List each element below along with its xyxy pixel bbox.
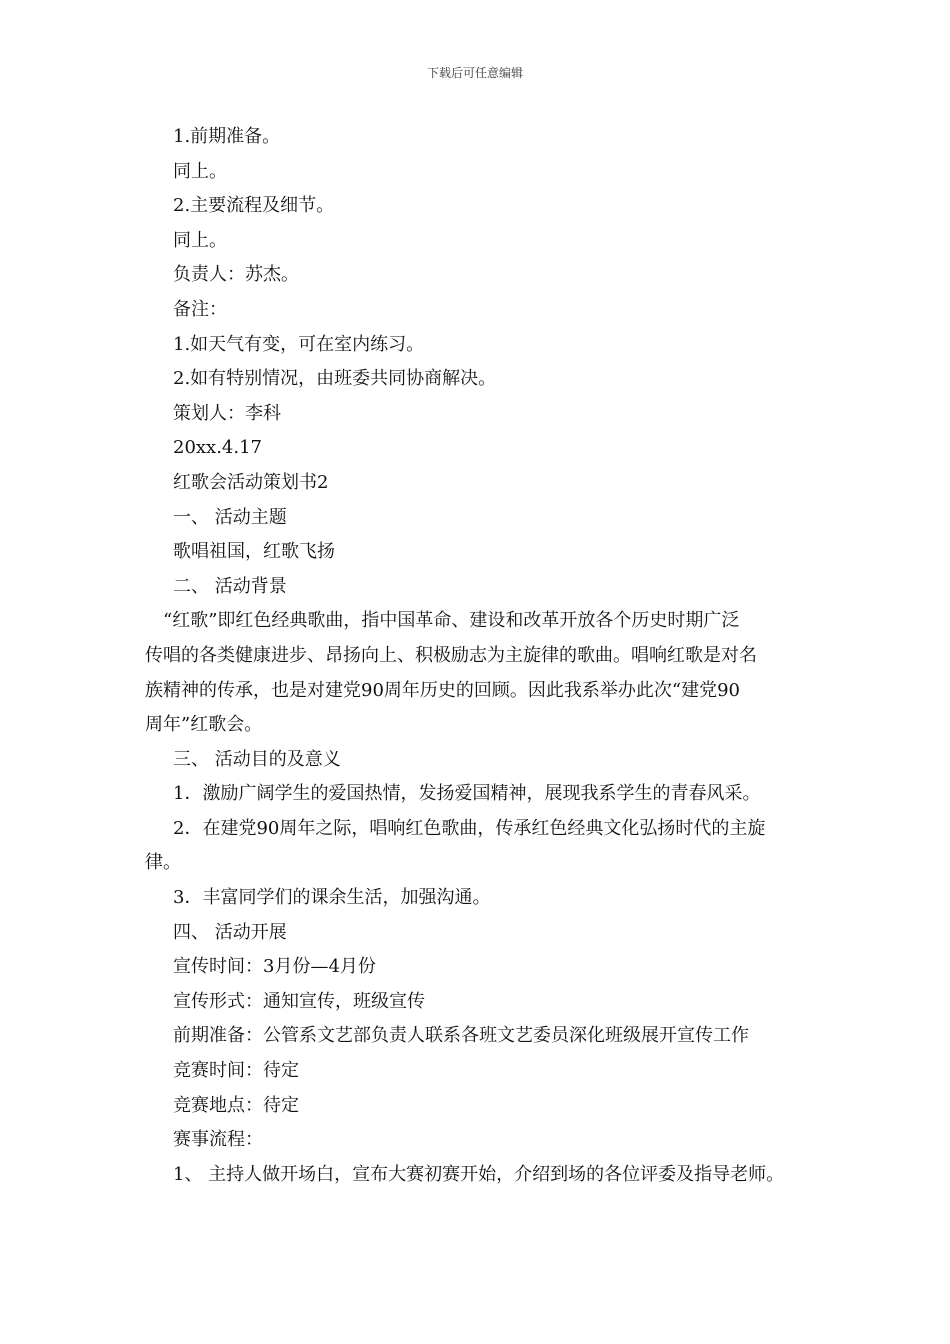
text-line: 竞赛时间：待定 bbox=[173, 1060, 299, 1082]
text-line: 宣传形式：通知宣传，班级宣传 bbox=[173, 990, 425, 1012]
heading-activity: 四、 活动开展 bbox=[173, 921, 287, 943]
text-line: 1．激励广阔学生的爱国热情，发扬爱国精神，展现我系学生的青春风采。 bbox=[173, 783, 761, 805]
text-line: 歌唱祖国，红歌飞扬 bbox=[173, 541, 335, 563]
heading-purpose: 三、 活动目的及意义 bbox=[173, 748, 341, 770]
paragraph-line: 族精神的传承，也是对建党90周年历史的回顾。因此我系举办此次“建党90 bbox=[145, 679, 741, 701]
text-line: 同上。 bbox=[173, 160, 227, 182]
text-line: 前期准备：公管系文艺部负责人联系各班文艺委员深化班级展开宣传工作 bbox=[173, 1025, 749, 1047]
section-title: 红歌会活动策划书2 bbox=[173, 471, 329, 493]
text-line: 策划人：李科 bbox=[173, 402, 281, 424]
text-line: 1.前期准备。 bbox=[173, 126, 281, 147]
page-header: 下载后可任意编辑 bbox=[426, 66, 523, 80]
paragraph-line: “红歌”即红色经典歌曲，指中国革命、建设和改革开放各个历史时期广泛 bbox=[163, 610, 740, 632]
text-line: 2.如有特别情况，由班委共同协商解决。 bbox=[173, 368, 497, 390]
text-line: 赛事流程： bbox=[173, 1129, 263, 1151]
text-line: 竞赛地点：待定 bbox=[173, 1094, 299, 1116]
heading-theme: 一、 活动主题 bbox=[173, 506, 287, 528]
text-line: 负责人：苏杰。 bbox=[173, 264, 299, 286]
text-line: 3．丰富同学们的课余生活，加强沟通。 bbox=[173, 887, 491, 909]
text-line: 备注： bbox=[173, 298, 227, 320]
text-line: 1.如天气有变，可在室内练习。 bbox=[173, 333, 425, 355]
text-line: 2.主要流程及细节。 bbox=[173, 195, 335, 217]
text-line: 同上。 bbox=[173, 229, 227, 251]
heading-background: 二、 活动背景 bbox=[173, 575, 287, 597]
text-line: 1、 主持人做开场白，宣布大赛初赛开始，介绍到场的各位评委及指导老师。 bbox=[173, 1163, 785, 1185]
text-line: 宣传时间：3月份—4月份 bbox=[173, 956, 376, 978]
text-line: 2．在建党90周年之际，唱响红色歌曲，传承红色经典文化弘扬时代的主旋 bbox=[173, 817, 766, 839]
paragraph-line: 周年”红歌会。 bbox=[145, 714, 263, 736]
document-body bbox=[145, 120, 825, 1192]
paragraph-line: 传唱的各类健康进步、昂扬向上、积极励志为主旋律的歌曲。唱响红歌是对名 bbox=[145, 644, 757, 666]
text-line: 律。 bbox=[145, 852, 181, 874]
text-line: 20xx.4.17 bbox=[173, 437, 263, 459]
